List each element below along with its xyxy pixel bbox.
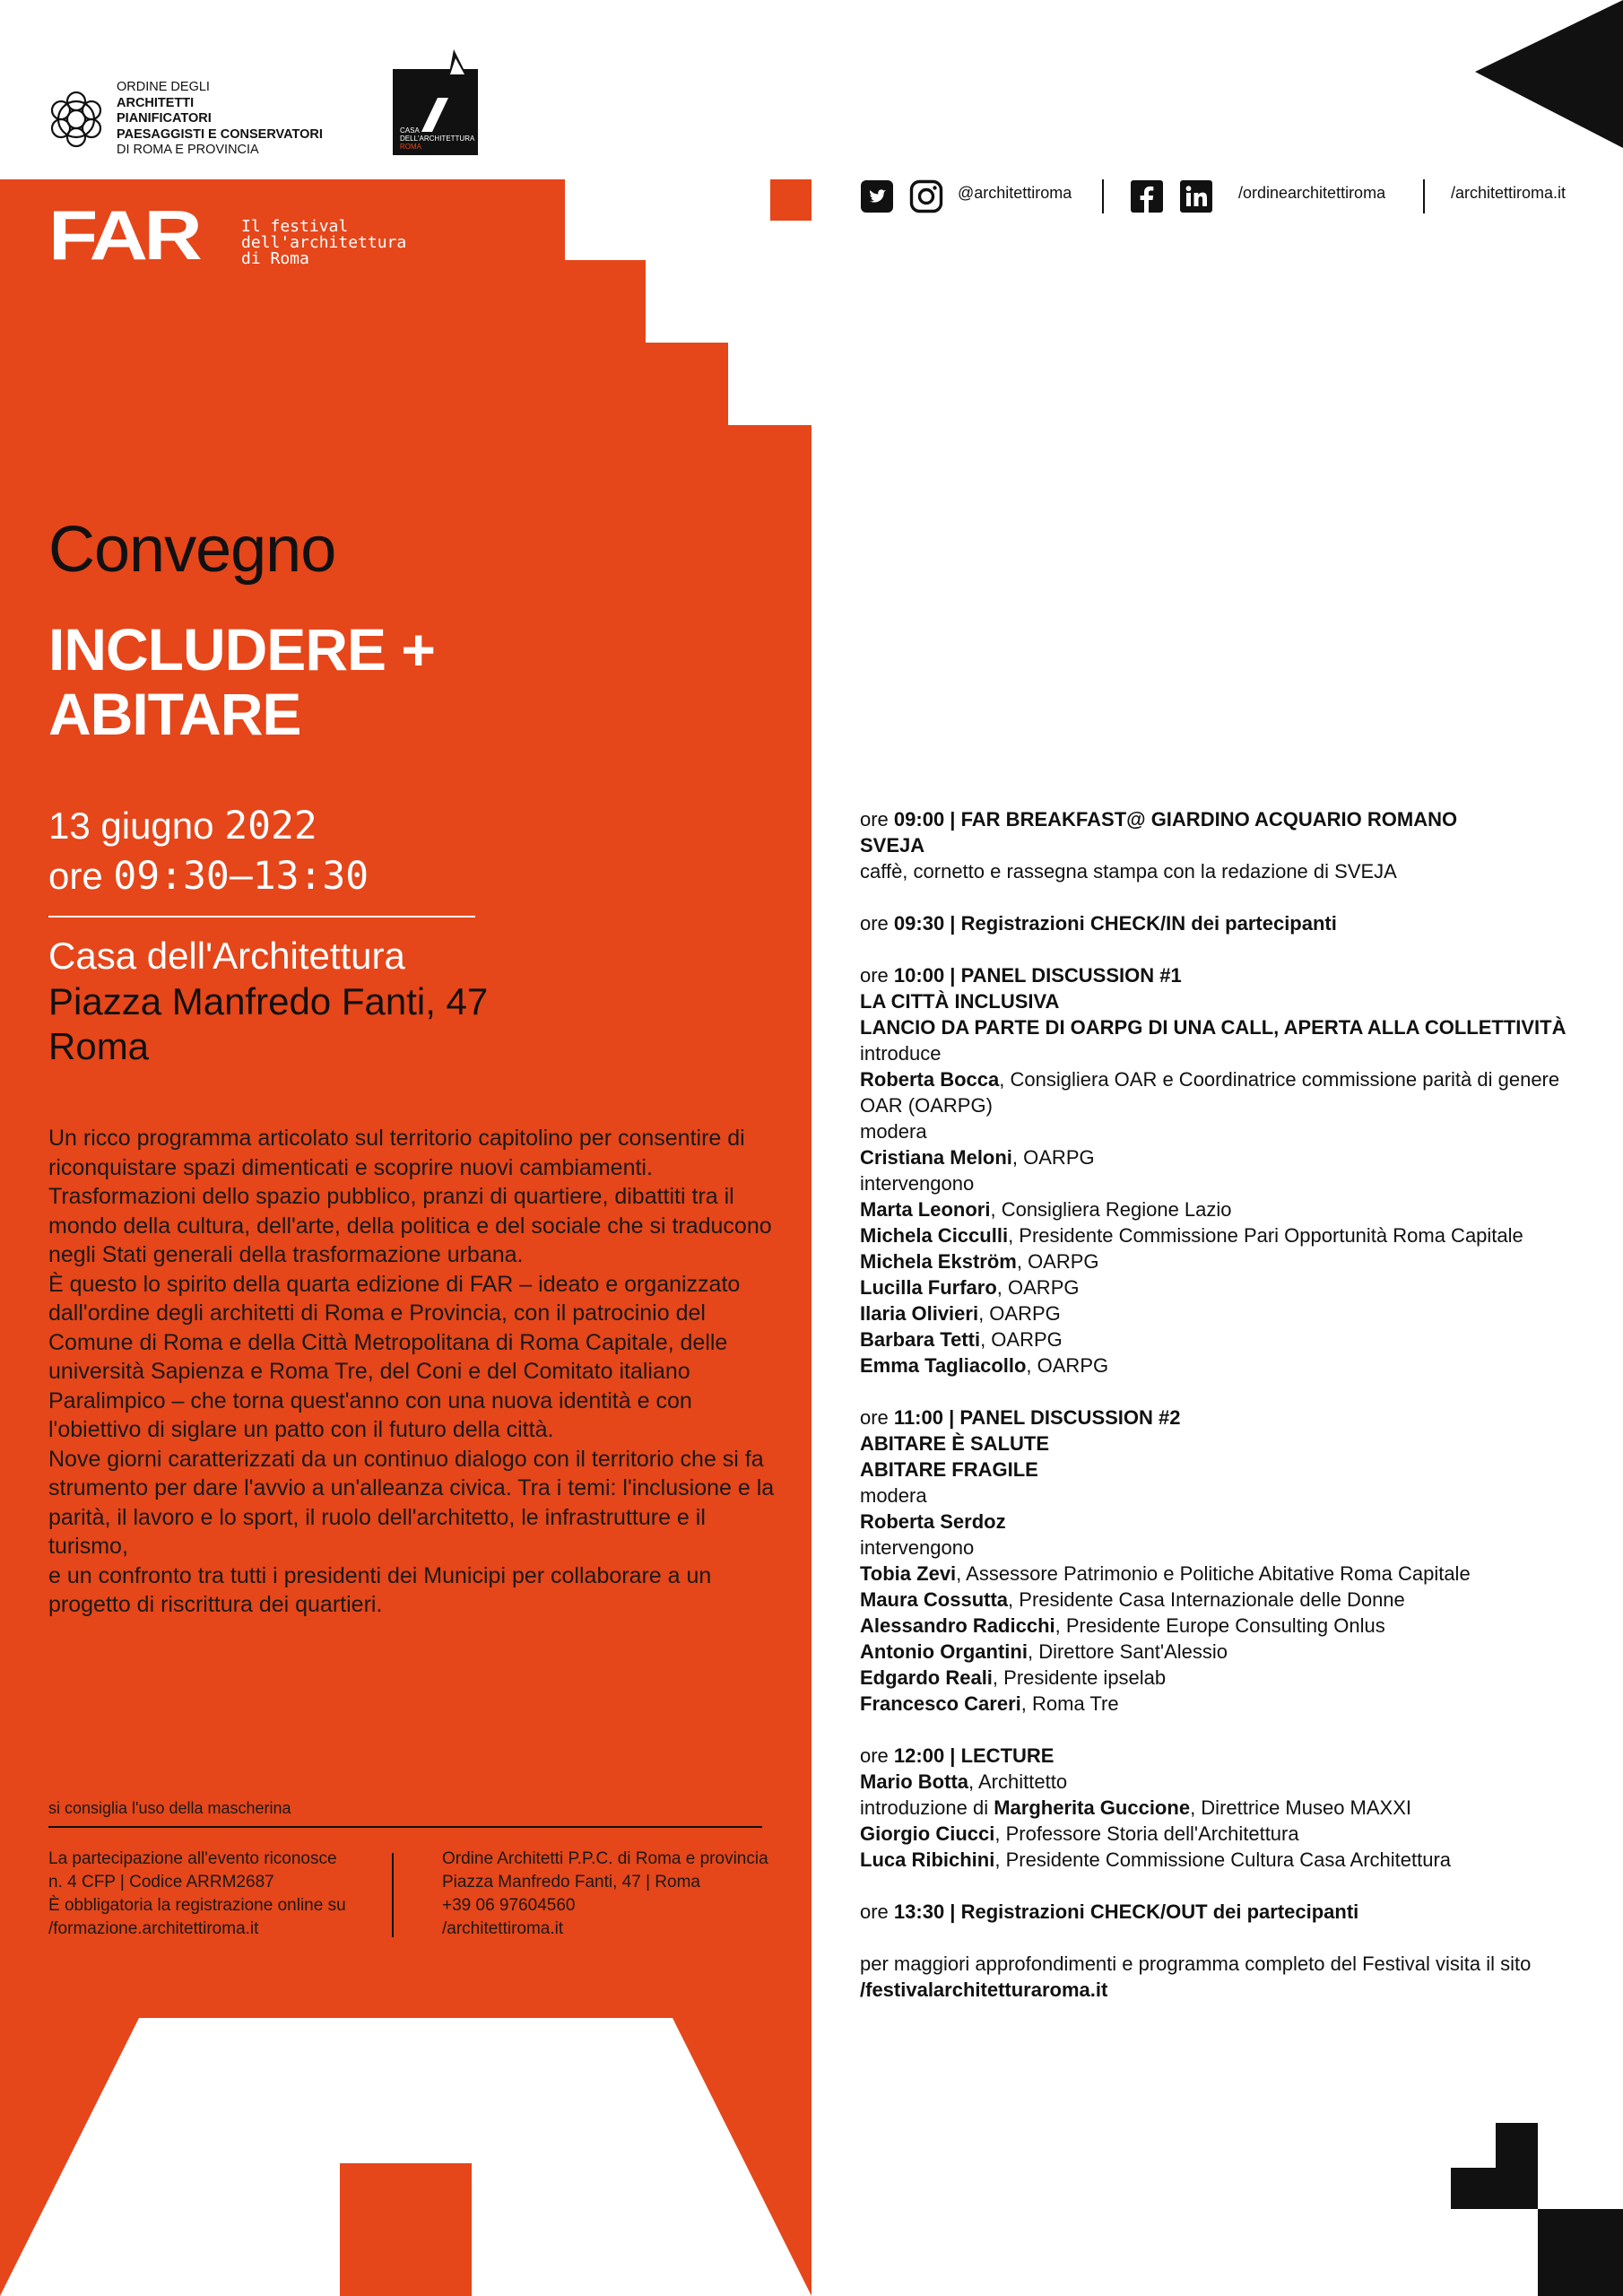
date-divider (48, 916, 475, 918)
description-line: È questo lo spirito della quarta edizione di FAR – ideato e organizzato (48, 1271, 741, 1297)
program-bold-text: 13:30 | Registrazioni CHECK/OUT dei partecipanti (893, 1900, 1359, 1923)
footer-contact: Ordine Architetti P.P.C. di Roma e provincia Piazza Manfredo Fanti, 47 | Roma +39 06 97604560 /architettiroma.it (442, 1849, 768, 1938)
program-text: , Assessore Patrimonio e Politiche Abitative Roma Capitale (956, 1562, 1471, 1585)
program-line (860, 1483, 1595, 1509)
description-line: Paralimpico – che torna quest'anno con una nuova identità e con (48, 1387, 692, 1413)
program-bold-text: Mario Botta (860, 1770, 968, 1793)
program-text: , Professore Storia dell'Architettura (994, 1822, 1299, 1845)
twitter-icon[interactable] (861, 180, 893, 213)
program-bold-text: Cristiana Meloni (860, 1146, 1012, 1169)
program-text: , Archittetto (968, 1770, 1068, 1793)
program-text: OAR (OARPG) (860, 1094, 993, 1117)
program-bold-text: 10:00 | PANEL DISCUSSION #1 (893, 964, 1182, 987)
program-bold-text: Marta Leonori (860, 1198, 991, 1221)
program-line (860, 1613, 1595, 1639)
program-bold-text: LANCIO DA PARTE DI OARPG DI UNA CALL, APERTA ALLA COLLETTIVITÀ (860, 1016, 1567, 1039)
program-bold-text: Alessandro Radicchi (860, 1614, 1055, 1637)
program-bold-text: 09:30 | Registrazioni CHECK/IN dei partecipanti (893, 912, 1337, 935)
program-line (860, 1535, 1595, 1561)
program-text: modera (860, 1484, 927, 1507)
program-text: , Presidente ipselab (992, 1666, 1167, 1689)
program-bold-text: Michela Ekström (860, 1250, 1017, 1273)
program-bold-text: ABITARE FRAGILE (860, 1458, 1038, 1481)
program-list (860, 806, 1595, 2003)
program-bold-text: LA CITTÀ INCLUSIVA (860, 990, 1060, 1013)
program-bold-text: Tobia Zevi (860, 1562, 957, 1585)
program-line (860, 1222, 1595, 1248)
corner-triangle-icon (1475, 0, 1623, 148)
program-line (860, 1821, 1595, 1847)
program-line (860, 1951, 1595, 1977)
description-line: parità, il lavoro e lo sport, il ruolo dell'architetto, le infrastrutture e il turismo, (48, 1504, 706, 1559)
linkedin-icon[interactable] (1180, 180, 1212, 213)
program-line (860, 1326, 1595, 1352)
description-line: Nove giorni caratterizzati da un continuo dialogo con il territorio che si fa (48, 1446, 764, 1472)
program-gap (860, 936, 1595, 962)
program-line (860, 1665, 1595, 1691)
program-bold-text: Giorgio Ciucci (860, 1822, 995, 1845)
program-bold-text: ABITARE È SALUTE (860, 1432, 1050, 1455)
program-text: ore (860, 808, 894, 831)
program-line (860, 1248, 1595, 1274)
description-line: Un ricco programma articolato sul territorio capitolino per consentire di (48, 1126, 745, 1151)
description-line: strumento per dare l'avvio a un'alleanza civica. Tra i temi: l'inclusione e la (48, 1475, 775, 1500)
event-venue: Casa dell'Architettura (48, 935, 405, 977)
website-link[interactable]: /architettiroma.it (1451, 184, 1567, 202)
program-bold-text: Luca Ribichini (860, 1848, 995, 1871)
program-bold-text: Maura Cossutta (860, 1588, 1009, 1611)
program-line (860, 1066, 1595, 1092)
description-line: Comune di Roma e della Città Metropolitana di Roma Capitale, delle (48, 1329, 728, 1355)
description-line: e un confronto tra tutti i presidenti dei Municipi per collaborare a un (48, 1562, 712, 1588)
program-line (860, 1144, 1595, 1170)
description-line: riconquistare spazi dimenticati e scoprire nuovi cambiamenti. (48, 1154, 653, 1180)
casa-logo-mark-icon (420, 49, 475, 132)
program-text: , Presidente Commissione Pari Opportunità Roma Capitale (1008, 1224, 1523, 1247)
program-gap (860, 1378, 1595, 1405)
program-text: , OARPG (1026, 1354, 1109, 1377)
description-line: Trasformazioni dello spazio pubblico, pranzi di quartiere, dibattiti tra il (48, 1184, 734, 1209)
program-bold-text: Roberta Bocca (860, 1068, 1000, 1091)
description-line: progetto di riscrittura dei quartieri. (48, 1592, 383, 1617)
program-text: ore (860, 1900, 894, 1923)
footer-credits: La partecipazione all'evento riconosce n. 4 CFP | Codice ARRM2687 È obbligatoria la registrazione online su /formazione.architettiroma.it (48, 1849, 346, 1938)
program-line (860, 1405, 1595, 1431)
program-line (860, 962, 1595, 988)
program-line (860, 1795, 1595, 1821)
program-line (860, 1118, 1595, 1144)
program-line (860, 1509, 1595, 1535)
program-bold-text: Edgardo Reali (860, 1666, 993, 1689)
program-text: , OARPG (1011, 1146, 1095, 1169)
program-line (860, 1561, 1595, 1587)
mask-note: si consiglia l'uso della mascherina (48, 1799, 291, 1817)
program-text: modera (860, 1120, 927, 1143)
casa-logo: CASA DELL'ARCHITETTURA ROMA (393, 69, 478, 155)
program-line (860, 1743, 1595, 1769)
facebook-icon[interactable] (1131, 180, 1163, 213)
program-text: , Consigliera Regione Lazio (990, 1198, 1232, 1221)
program-line (860, 806, 1595, 832)
program-bold-text: 09:00 | FAR BREAKFAST@ GIARDINO ACQUARIO ROMANO (893, 808, 1458, 831)
program-bold-text: Barbara Tetti (860, 1328, 981, 1351)
program-text: intervengono (860, 1172, 975, 1195)
program-text: caffè, cornetto e rassegna stampa con la redazione di SVEJA (860, 860, 1397, 883)
program-text: introduce (860, 1042, 942, 1065)
program-line (860, 1196, 1595, 1222)
program-line (860, 1300, 1595, 1326)
program-line (860, 1092, 1595, 1118)
program-line (860, 1639, 1595, 1665)
program-line (860, 1040, 1595, 1066)
program-bold-text: Emma Tagliacollo (860, 1354, 1027, 1377)
event-title: INCLUDERE + ABITARE (48, 616, 435, 747)
corner-blocks-icon (1451, 2123, 1623, 2296)
accent-square (770, 179, 812, 221)
program-bold-text: 12:00 | LECTURE (893, 1744, 1055, 1767)
program-bold-text: Margherita Guccione (994, 1796, 1191, 1819)
description-line: università Sapienza e Roma Tre, del Coni e del Comitato italiano (48, 1359, 690, 1384)
program-text: intervengono (860, 1536, 975, 1559)
program-text: , OARPG (996, 1276, 1080, 1299)
program-gap (860, 1925, 1595, 1951)
program-text: , OARPG (978, 1302, 1061, 1325)
social-divider (1102, 179, 1104, 213)
program-bold-text: SVEJA (860, 834, 925, 857)
ordine-rosette-icon (48, 83, 104, 155)
far-logo: FAR (48, 196, 199, 274)
festival-tagline: Il festival dell'architettura di Roma (241, 217, 407, 268)
program-text: per maggiori approfondimenti e programma completo del Festival visita il sito (860, 1952, 1532, 1975)
program-gap (860, 884, 1595, 910)
program-text: , OARPG (1016, 1250, 1099, 1273)
bottom-house-shape (0, 2009, 812, 2296)
social-divider (1423, 179, 1425, 213)
program-text: ore (860, 964, 894, 987)
program-line (860, 1899, 1595, 1925)
program-text: , Roma Tre (1020, 1692, 1119, 1715)
program-gap (860, 1873, 1595, 1899)
program-line (860, 858, 1595, 884)
program-line (860, 1769, 1595, 1795)
description-line: l'obiettivo di siglare un patto con il futuro della città. (48, 1417, 554, 1442)
program-line (860, 1014, 1595, 1040)
program-text: ore (860, 912, 894, 935)
program-line (860, 988, 1595, 1014)
program-line (860, 1587, 1595, 1613)
facebook-linkedin-handle[interactable]: /ordinearchitettiroma (1238, 184, 1386, 202)
program-bold-text: Roberta Serdoz (860, 1510, 1006, 1533)
program-text: ore (860, 1406, 894, 1429)
program-text: introduzione di (860, 1796, 994, 1819)
event-address: Piazza Manfredo Fanti, 47 Roma (48, 980, 489, 1067)
program-text: , Presidente Commissione Cultura Casa Architettura (994, 1848, 1452, 1871)
program-line (860, 1847, 1595, 1873)
program-line (860, 1352, 1595, 1378)
footer-divider (48, 1826, 762, 1828)
program-line (860, 1274, 1595, 1300)
description-line: negli Stati generali della trasformazione urbana. (48, 1242, 524, 1267)
program-line (860, 910, 1595, 936)
ordine-logo-text: ORDINE DEGLI ARCHITETTI PIANIFICATORI PAESAGGISTI E CONSERVATORI DI ROMA E PROVINCIA (117, 80, 323, 157)
program-text: , Direttrice Museo MAXXI (1190, 1796, 1412, 1819)
instagram-handle[interactable]: @architettiroma (958, 184, 1072, 202)
program-text: , Direttore Sant'Alessio (1027, 1640, 1228, 1663)
program-line (860, 1431, 1595, 1457)
program-text: , Consigliera OAR e Coordinatrice commissione parità di genere (999, 1068, 1560, 1091)
instagram-icon[interactable] (909, 179, 943, 213)
program-bold-text: 11:00 | PANEL DISCUSSION #2 (893, 1406, 1181, 1429)
program-line (860, 1457, 1595, 1483)
program-text: , OARPG (980, 1328, 1063, 1351)
program-line (860, 1170, 1595, 1196)
description-line: dall'ordine degli architetti di Roma e Provincia, con il patrocinio del (48, 1300, 706, 1326)
program-line (860, 832, 1595, 858)
program-bold-text: Francesco Careri (860, 1692, 1021, 1715)
program-bold-text: Ilaria Olivieri (860, 1302, 979, 1325)
event-kind: Convegno (48, 514, 336, 586)
program-bold-text: Antonio Organtini (860, 1640, 1028, 1663)
program-bold-text: Michela Cicculli (860, 1224, 1009, 1247)
program-text: ore (860, 1744, 894, 1767)
program-bold-text: Lucilla Furfaro (860, 1276, 997, 1299)
program-line (860, 1691, 1595, 1717)
event-date: 13 giugno 2022 ore 09:30—13:30 (48, 804, 369, 899)
program-text: , Presidente Europe Consulting Onlus (1055, 1614, 1385, 1637)
program-text: , Presidente Casa Internazionale delle Donne (1008, 1588, 1405, 1611)
program-line (860, 1977, 1595, 2003)
program-gap (860, 1717, 1595, 1743)
description-line: mondo della cultura, dell'arte, della politica e del sociale che si traducono (48, 1213, 772, 1239)
program-bold-text[interactable]: /festivalarchitetturaroma.it (860, 1979, 1108, 2001)
footer-column-divider (392, 1853, 394, 1937)
event-description (48, 1124, 784, 1620)
